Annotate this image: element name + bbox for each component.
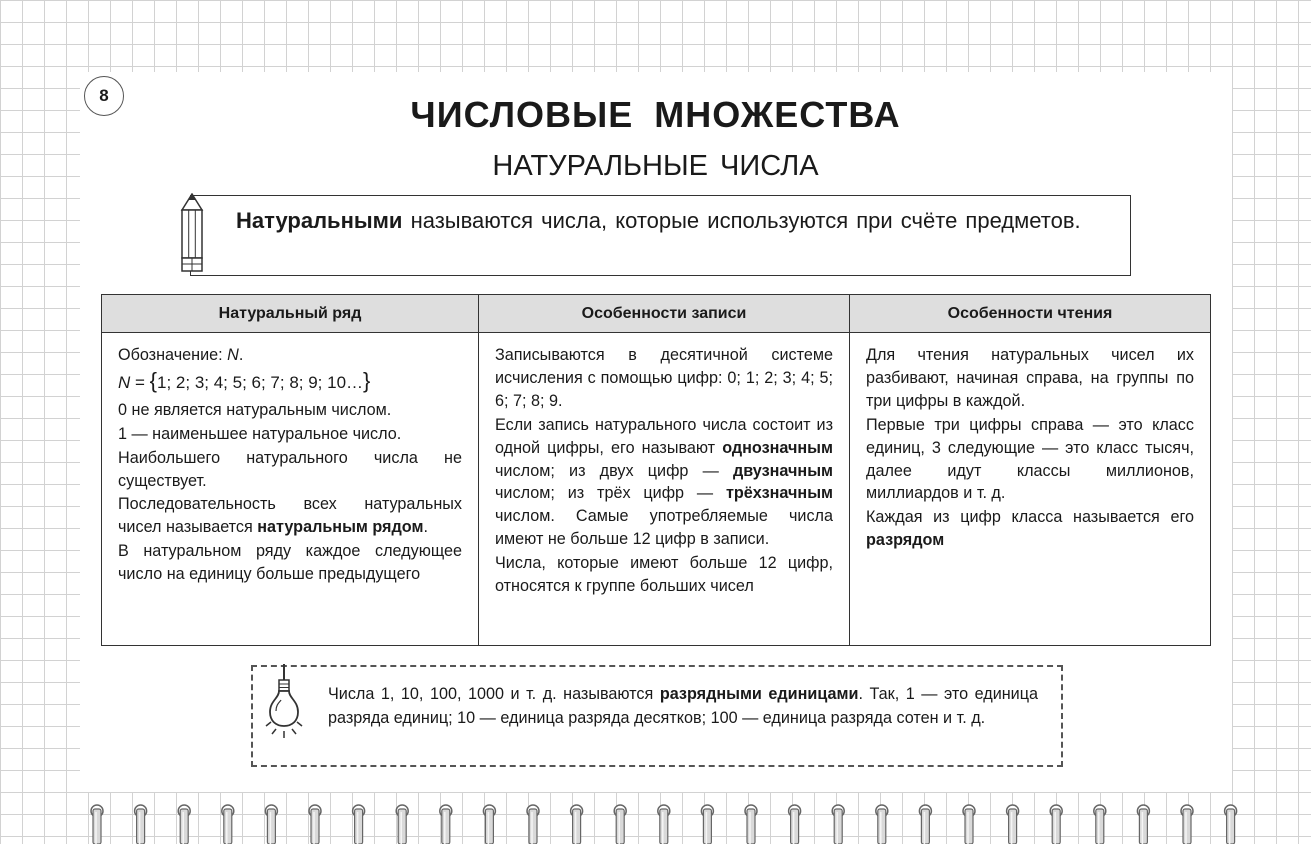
definition-rest: называются числа, которые используются при счёте предметов. (402, 208, 1081, 233)
cell-natural-series (102, 333, 479, 646)
header-writing-features: Особенности записи (479, 295, 850, 333)
text-span: . (423, 518, 428, 537)
text-span: числом. Самые употребляемые числа имеют не больше 12 цифр в записи. (495, 507, 833, 549)
spiral-ring-icon (614, 805, 626, 844)
spiral-ring-icon (527, 805, 539, 844)
spiral-ring-icon (396, 805, 408, 844)
term-digit-place: разрядом (866, 531, 945, 550)
spiral-ring-icon (135, 805, 147, 844)
pencil-icon (176, 193, 210, 275)
spiral-ring-icon (483, 805, 495, 844)
fact-smallest: 1 — наименьшее натуральное число. (118, 424, 402, 443)
reading-groups: Для чтения натуральных чисел их разбивают, начиная справа, на группы по три цифры в каждой. (866, 346, 1194, 410)
spiral-ring-icon (1050, 805, 1062, 844)
text-span: Последовательность всех натуральных чисел называется (118, 495, 462, 537)
notation-label: Обозначение: (118, 346, 228, 364)
spiral-ring-icon (178, 805, 190, 844)
spiral-ring-icon (1137, 805, 1149, 844)
spiral-ring-icon (876, 805, 888, 844)
spiral-ring-icon (309, 805, 321, 844)
spiral-ring-icon (440, 805, 452, 844)
text-span: Числа 1, 10, 100, 1000 и т. д. называются (328, 685, 660, 703)
spiral-ring-icon (919, 805, 931, 844)
spiral-ring-icon (745, 805, 757, 844)
writing-digits: Записываются в десятичной системе исчисления с помощью цифр: 0; 1; 2; 3; 4; 5; 6; 7; 8; 9. (495, 346, 833, 410)
term-single-digit: однозначным (722, 438, 833, 457)
term-three-digit: трёхзначным (725, 484, 833, 503)
lightbulb-icon (262, 664, 308, 742)
term-natural-series: натуральным рядом (257, 518, 424, 537)
spiral-ring-icon (1225, 805, 1237, 844)
set-brace-right: } (363, 367, 371, 393)
spiral-ring-icon (353, 805, 365, 844)
spiral-ring-icon (222, 805, 234, 844)
text-span: числом; из трёх цифр — (495, 484, 726, 503)
text-span: числом; из двух цифр — (495, 461, 733, 480)
spiral-binding (0, 800, 1311, 844)
fact-zero: 0 не является натуральным числом. (118, 400, 392, 419)
definition-term: Натуральными (236, 208, 403, 233)
text-span: Если запись натурального числа состоит из одной цифры, его называют (495, 415, 833, 457)
cell-reading-features (850, 333, 1211, 646)
spiral-ring-icon (789, 805, 801, 844)
spiral-ring-icon (1094, 805, 1106, 844)
spiral-ring-icon (1181, 805, 1193, 844)
table-header-row (102, 295, 1211, 333)
text-span: Каждая из цифр класса называется его (866, 508, 1194, 527)
notation-line (118, 344, 462, 367)
fact-no-largest: Наибольшего натурального числа не существует. (118, 448, 462, 490)
fact-natural-series (118, 493, 462, 539)
spiral-ring-icon (571, 805, 583, 844)
spiral-ring-icon (701, 805, 713, 844)
header-natural-series: Натуральный ряд (102, 295, 479, 333)
header-reading-features: Особенности чтения (850, 295, 1211, 333)
spiral-ring-icon (265, 805, 277, 844)
reading-classes: Первые три цифры справа — это класс единиц, 3 следующие — это класс тысяч, далее идут классы миллионов, миллиардов и т. д. (866, 415, 1194, 503)
notation-symbol: N (227, 346, 239, 364)
set-brace-left: { (149, 367, 158, 393)
reading-digit-place (866, 506, 1194, 552)
spiral-ring-icon (91, 805, 103, 844)
info-table (101, 294, 1211, 646)
page-number: 8 (84, 76, 124, 116)
fact-successor: В натуральном ряду каждое следующее число на единицу больше предыдущего (118, 542, 462, 584)
spiral-ring-icon (1007, 805, 1019, 844)
page-title: ЧИСЛОВЫЕ МНОЖЕСТВА (410, 94, 901, 135)
definition-text (236, 205, 1106, 236)
set-equals: = (130, 372, 150, 392)
spiral-ring-icon (658, 805, 670, 844)
spiral-ring-icon (832, 805, 844, 844)
text-span: . Так, 1 — это единица разряда единиц; 10 — единица разряда десятков; 100 — единица разряда сотен и т. д. (328, 685, 1039, 727)
set-content: 1; 2; 3; 4; 5; 6; 7; 8; 9; 10… (157, 372, 364, 392)
page-subtitle: НАТУРАЛЬНЫЕ ЧИСЛА (492, 150, 819, 182)
writing-big-numbers: Числа, которые имеют больше 12 цифр, относятся к группе больших чисел (495, 554, 833, 596)
set-symbol: N (118, 372, 131, 392)
note-text (328, 683, 1038, 730)
table-body-row (102, 333, 1211, 646)
notation-end: . (238, 346, 244, 364)
cell-writing-features (479, 333, 850, 646)
term-two-digit: двузначным (732, 461, 833, 480)
spiral-ring-icon (963, 805, 975, 844)
term-place-units: разрядными единицами (659, 685, 859, 703)
writing-digit-count (495, 414, 833, 551)
set-definition (118, 367, 462, 395)
